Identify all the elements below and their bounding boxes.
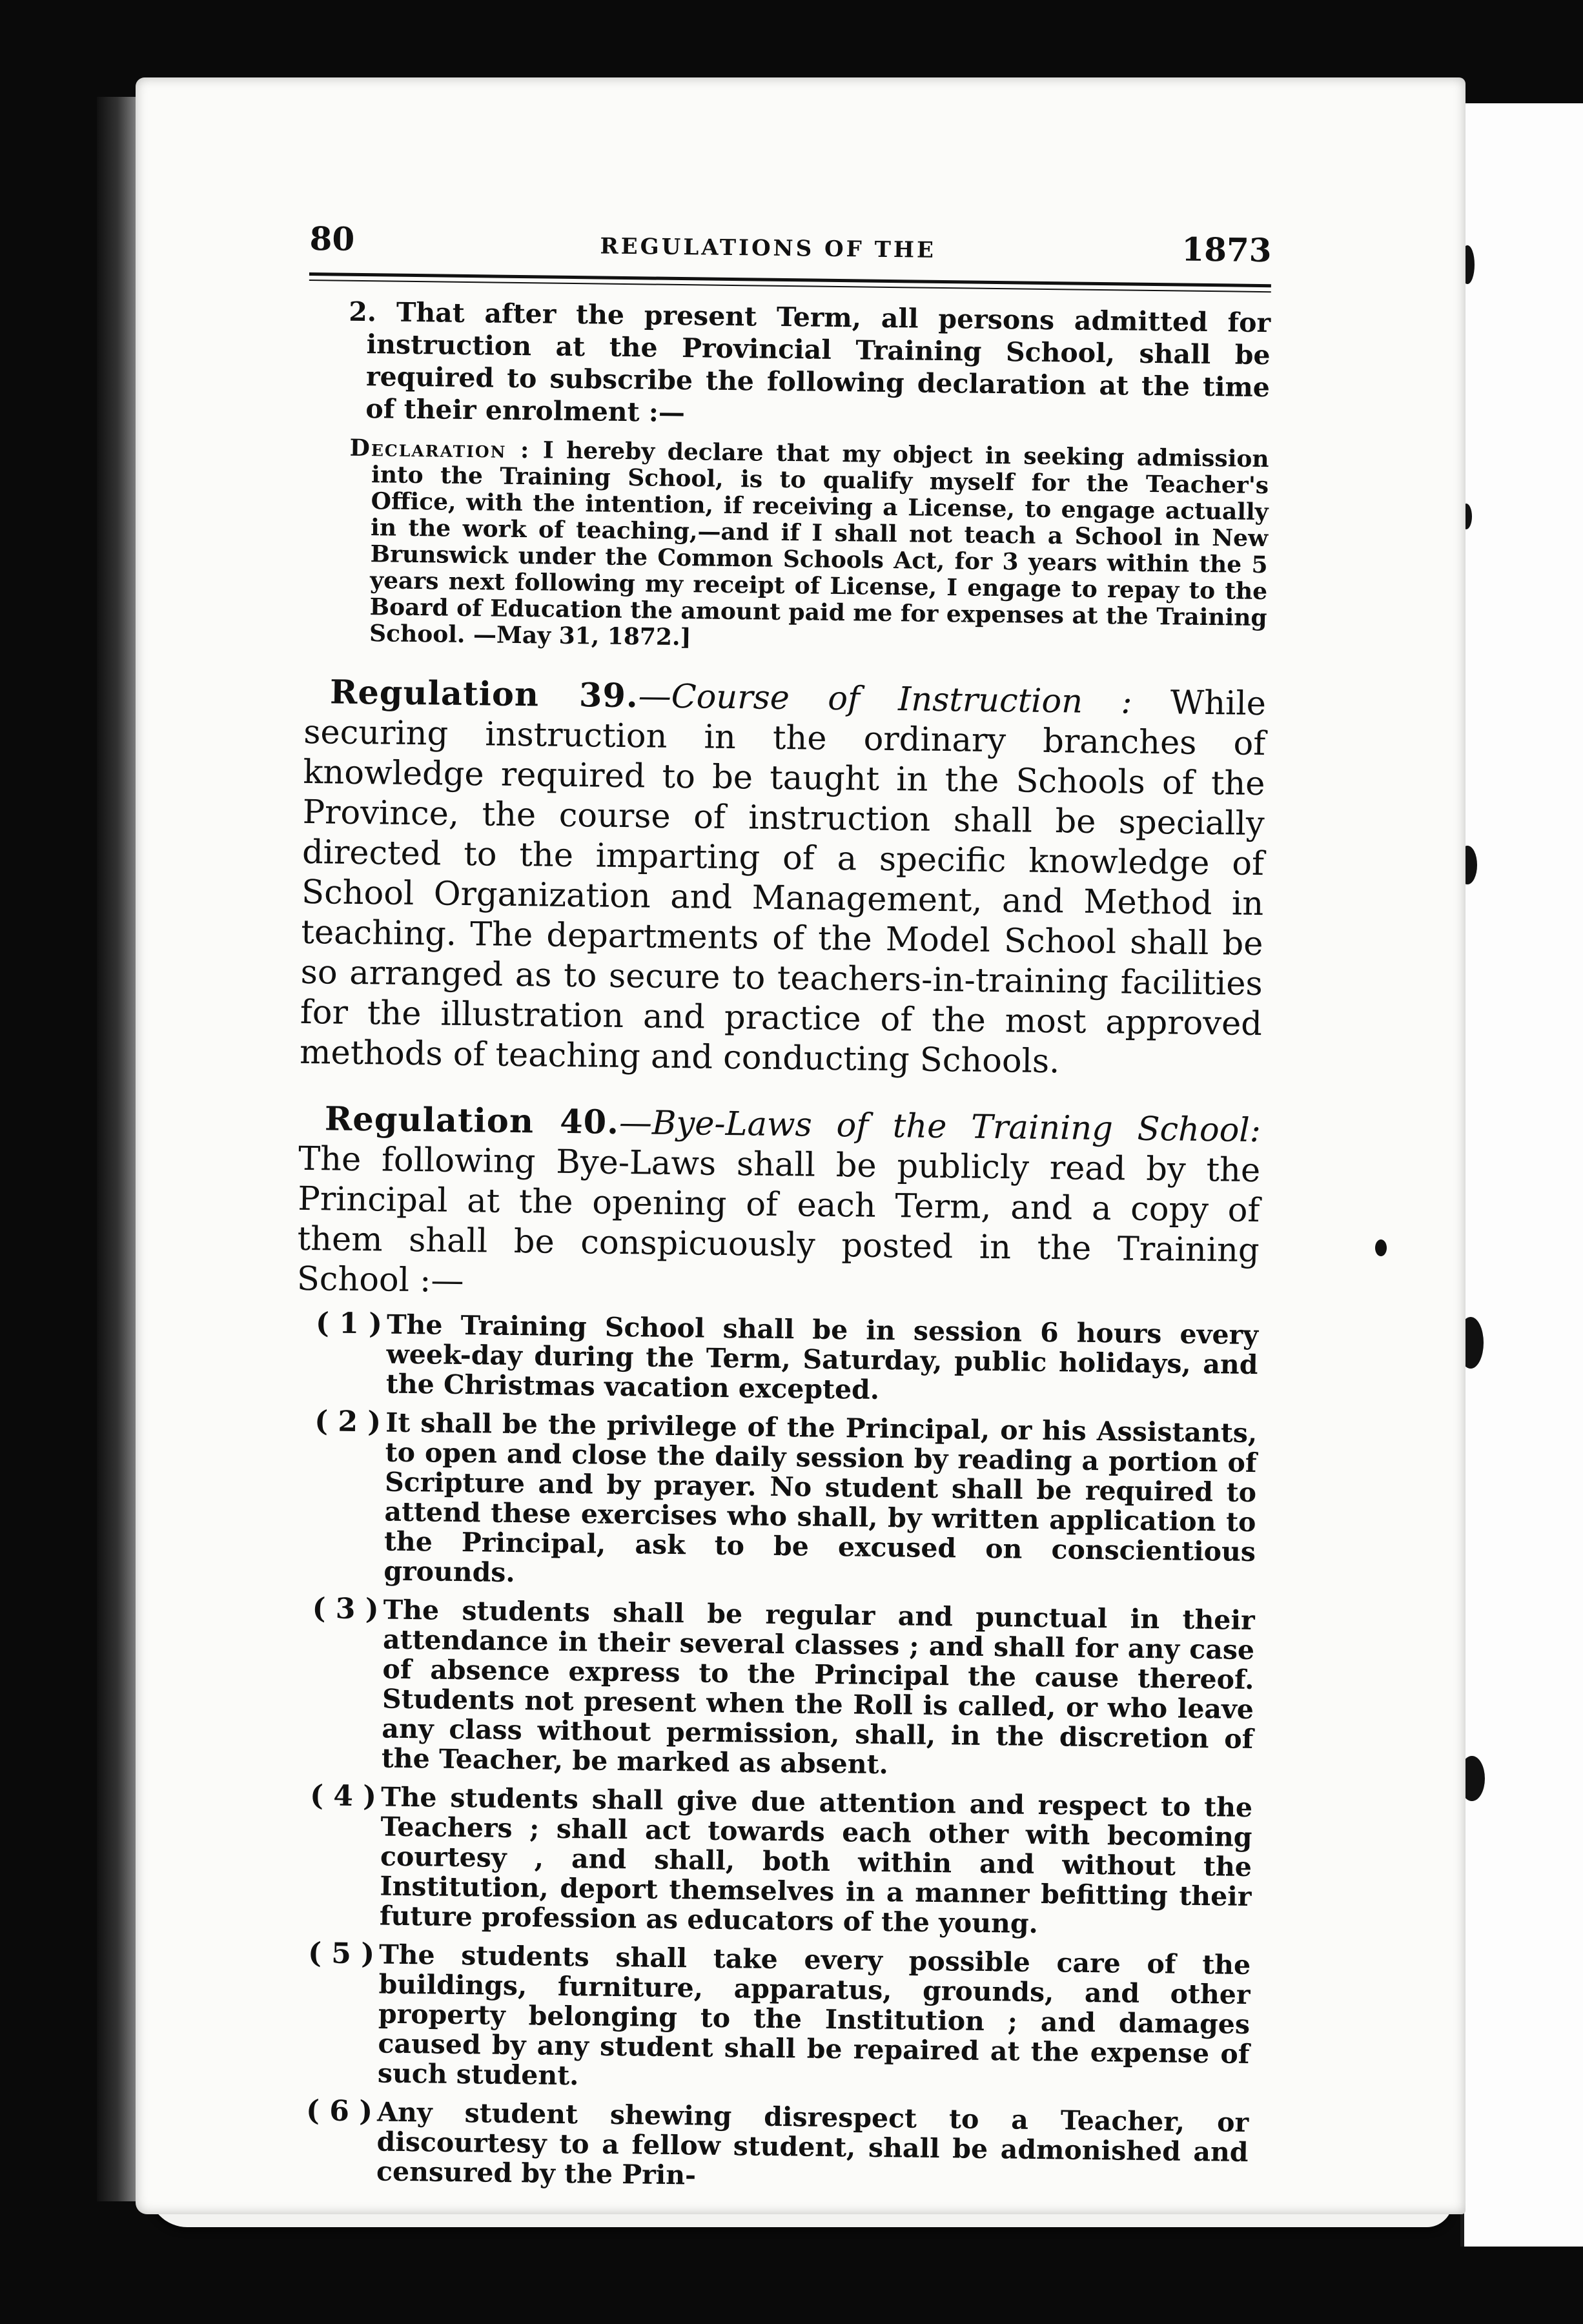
regulation-40-title: —Bye-Laws of the Training School: [618, 1103, 1261, 1150]
bylaw-text: It shall be the privilege of the Principal, or his Assistants, to open and close the daily session by reading a portion of Scripture and by prayer. No student shall be required to attend these exercises who shall, by written application to the Principal, ask to be excused on conscientious grounds. [383, 1407, 1258, 1589]
bylaw-text: Any student shewing disrespect to a Teacher, or discourtesy to a fellow student, shall be admonished and censured by the Prin- [376, 2096, 1249, 2191]
clause-2: 2. That after the present Term, all persons admitted for instruction at the Provincial Training School, shall be required to subscribe the following declaration at the time of their enrolment :— [348, 296, 1271, 429]
declaration-text: I hereby declare that my object in seeking admission into the Training School, is to qualify myself for the Teacher's Office, with the intention, if receiving a License, to engage actually in the work of teaching,—and if I shall not teach a School in New Brunswick under the Common Schools Act, for 3 years within the 5 years next following my receipt of License, I engage to repay to the Board of Education the amount paid me for expenses at the Training School. —May 31, 1872.] [369, 436, 1269, 651]
regulation-40-label: Regulation 40. [324, 1099, 620, 1142]
bylaw-item [296, 1309, 1259, 1409]
bylaw-number: ( 4 ) [309, 1779, 377, 1813]
bylaw-number: ( 6 ) [305, 2094, 373, 2128]
bylaw-number: ( 3 ) [312, 1592, 379, 1626]
page-content [286, 219, 1272, 2197]
declaration-label: Declaration : [349, 434, 531, 464]
bylaw-number: ( 2 ) [314, 1405, 382, 1439]
regulation-40 [297, 1099, 1261, 1311]
running-title: REGULATIONS OF THE [600, 233, 937, 263]
bylaw-item [291, 1594, 1255, 1784]
regulation-39-label: Regulation 39. [329, 673, 639, 716]
regulation-40-text: The following Bye-Laws shall be publicly read by the Principal at the opening of each Term, and a copy of them shall be conspicuously posted in the Training School :— [296, 1139, 1261, 1301]
regulation-39-text: While securing instruction in the ordinary branches of knowledge required to be taught in the Schools of the Province, the course of instruction shall be specially directed to the imparting of a specific knowledge of School Organization and Management, and Method in teaching. The departments of the Model School shall be so arranged as to secure to teachers-in-training facilities for the illustration and practice of the most approved methods of teaching and conducting Schools. [299, 683, 1267, 1081]
bylaw-item [293, 1407, 1257, 1596]
bylaw-number: ( 5 ) [307, 1937, 375, 1971]
declaration [305, 434, 1269, 658]
bylaw-item [287, 1939, 1251, 2099]
page-number: 80 [309, 219, 355, 258]
bylaw-text: The Training School shall be in session 6 hours every week-day during the Term, Saturday, public holidays, and the Christmas vacation excepted. [385, 1309, 1259, 1405]
bylaw-item [289, 1781, 1253, 1941]
bylaw-number: ( 1 ) [315, 1307, 383, 1341]
adjacent-page-edge [1460, 103, 1583, 2247]
bylaw-text: The students shall take every possible care of the buildings, furniture, apparatus, grounds, and other property belonging to the Institution ; and damages caused by any student shall be repaired at the expense of such student. [377, 1939, 1251, 2092]
bylaw-item [286, 2096, 1249, 2197]
header-year: 1873 [1181, 230, 1272, 270]
stray-mark [1375, 1239, 1387, 1256]
bylaw-text: The students shall be regular and punctual in their attendance in their several classes ; and shall for any case of absence express to the Principal the cause thereof. Students not present when the Roll is called, or who leave any class without permission, shall, in the discretion of the Teacher, be marked as absent. [381, 1594, 1255, 1780]
regulation-39-title: —Course of Instruction : [638, 677, 1132, 722]
bylaw-text: The students shall give due attention and respect to the Teachers ; shall act towards each other with becoming courtesy , and shall, both within and without the Institution, deport themselves in a manner befitting their future profession as educators of the young. [379, 1781, 1253, 1939]
regulation-39 [300, 672, 1266, 1085]
